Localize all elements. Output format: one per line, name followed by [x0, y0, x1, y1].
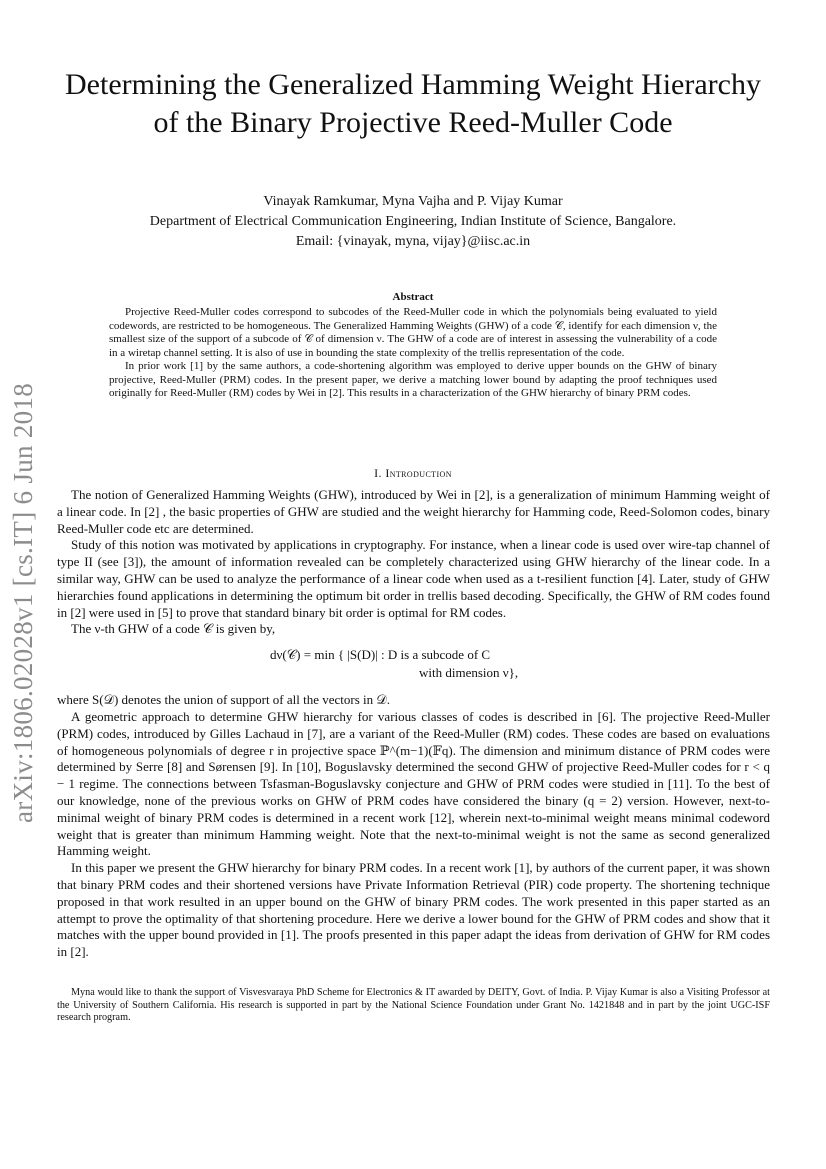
abstract-paragraph: Projective Reed-Muller codes correspond to subcodes of the Reed-Muller code in which the polynomials being evaluated to yield codewords, are restricted to be homogeneous. The Generalized Hamming Weights (GHW) of a code 𝒞, identify for each dimension ν, the smallest size of the support of a subcode of 𝒞 of dimension ν. The GHW of a code are of interest in assessing the vulnerability of a code in a wiretap channel setting. It is also of use in bounding the state complexity of the trellis representation of the code.: [109, 306, 717, 359]
paragraph: A geometric approach to determine GHW hierarchy for various classes of codes is described in [6]. The projective Reed-Muller (PRM) codes, introduced by Gilles Lachaud in [7], are a variant of the Reed-Muller (RM) codes. These codes are based on evaluations of homogeneous polynomials of degree r in projective space ℙ^(m−1)(𝔽q). The dimension and minimum distance of PRM codes were determined by Serre [8] and Sørensen [9]. In [10], Boguslavsky determined the second GHW of projective Reed-Muller codes for r < q − 1 regime. The connections between Tsfasman-Boguslavsky conjecture and GHW of PRM codes were studied in [11]. To the best of our knowledge, none of the previous works on GHW of PRM codes have considered the binary (q = 2) version. However, next-to-minimal weight of binary PRM codes is determined in a recent work [12], wherein next-to-minimal weight means minimal codeword weight that is greater than minimum Hamming weight. Note that the next-to-minimal weight is not the same as second generalized Hamming weight.: [57, 708, 770, 859]
paper-title: Determining the Generalized Hamming Weight Hierarchy of the Binary Projective Reed-Muller Code: [65, 68, 761, 139]
equation-ghw: [57, 647, 770, 685]
arxiv-id: arXiv:1806.02028v1 [cs.IT] 6 Jun 2018: [8, 382, 38, 823]
section-title: Introduction: [385, 466, 452, 480]
abstract-paragraph: In prior work [1] by the same authors, a code-shortening algorithm was employed to derive upper bounds on the GHW of binary projective, Reed-Muller (PRM) codes. In the present paper, we derive a matching lower bound by adapting the proof techniques used originally for Reed-Muller (RM) codes by Wei in [2]. This results in a characterization of the GHW hierarchy of binary PRM codes.: [109, 360, 717, 399]
section-number: I.: [374, 466, 382, 480]
affiliation: Department of Electrical Communication Engineering, Indian Institute of Science, Bangalore.: [149, 214, 677, 229]
author-names: Vinayak Ramkumar, Myna Vajha and P. Vijay Kumar: [263, 194, 563, 209]
email: Email: {vinayak, myna, vijay}@iisc.ac.in: [295, 234, 531, 249]
paragraph: The ν-th GHW of a code 𝒞 is given by,: [71, 621, 276, 637]
equation-line-2: with dimension ν},: [419, 665, 519, 681]
footnote: [57, 987, 770, 1025]
paragraph: In this paper we present the GHW hierarchy for binary PRM codes. In a recent work [1], by authors of the current paper, it was shown that binary PRM codes and their shortened versions have Private Information Retrieval (PIR) code property. The shortening technique proposed in that work resulted in an upper bound on the GHW of binary PRM codes. The work presented in this paper started as an attempt to prove the optimality of that shortening procedure. Here we derive a lower bound for the GHW of PRM codes and show that it matches with the upper bound provided in [1]. The proofs presented in this paper adapt the ideas from derivation of GHW for RM codes in [2].: [57, 860, 770, 960]
author-block: [60, 192, 766, 252]
abstract-heading: Abstract: [392, 291, 434, 303]
equation-line-1: dν(𝒞) = min { |S(D)| : D is a subcode of C: [270, 647, 491, 663]
body-text: [57, 487, 770, 961]
paragraph: Study of this notion was motivated by applications in cryptography. For instance, when a linear code is used over wire-tap channel of type II (see [3]), the amount of information revealed can be completely characterized using GHW hierarchy of the linear code. In a similar way, GHW can be used to analyze the performance of a linear code when used as a t-resilient function [4]. Later, study of GHW hierarchies found applications in determining the optimum bit order in trellis based decoding. Specifically, the GHW of RM codes found in [2] were used in [5] to prove that standard binary bit order is optimal for RM codes.: [57, 537, 770, 620]
section-heading: [60, 466, 766, 481]
paragraph: where S(𝒟) denotes the union of support of all the vectors in 𝒟.: [57, 692, 391, 708]
paragraph: The notion of Generalized Hamming Weights (GHW), introduced by Wei in [2], is a generalization of minimum Hamming weight of a linear code. In [2] , the basic properties of GHW are studied and the weight hierarchy for Hamming code, Reed-Solomon codes, binary Reed-Muller code etc are determined.: [57, 487, 770, 536]
footnote-text: Myna would like to thank the support of Visvesvaraya PhD Scheme for Electronics & IT awarded by DEITY, Govt. of India. P. Vijay Kumar is also a Visiting Professor at the University of Southern California. His research is supported in part by the National Science Foundation under Grant No. 1421848 and in part by the joint UGC-ISF research program.: [57, 987, 770, 1024]
abstract: [109, 306, 717, 401]
